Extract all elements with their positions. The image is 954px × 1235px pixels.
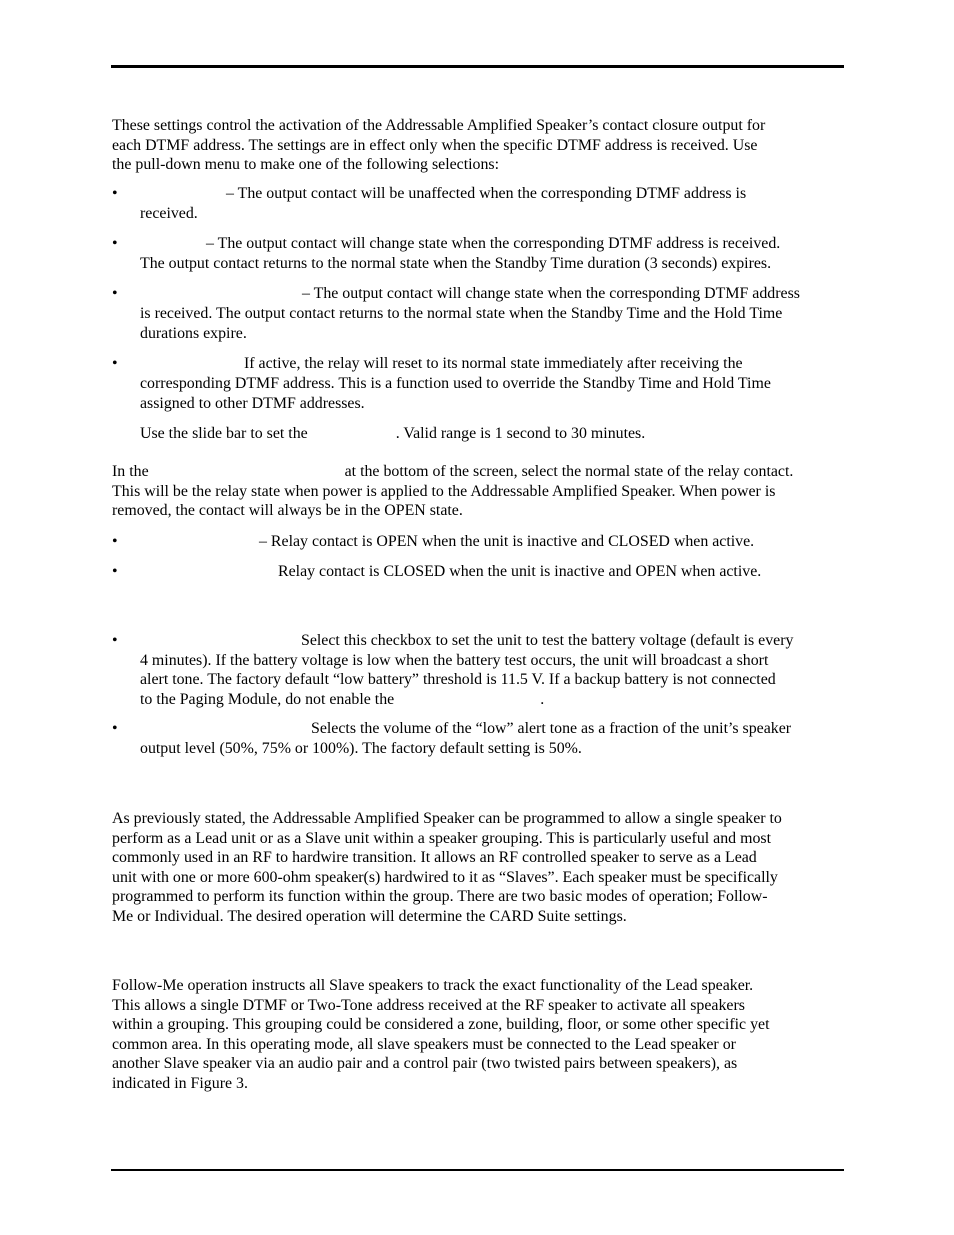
bullet-icon: •: [112, 720, 118, 737]
bullet-icon: •: [112, 355, 118, 372]
bullet-icon: •: [112, 533, 118, 550]
relay-normal-state-paragraph: In the at the bottom of the screen, select the normal state of the relay contact. This will be the relay state when power is applied to the Addressable Amplified Speaker. When power is removed, the contact will always be in the OPEN state.: [112, 463, 794, 520]
slide-bar-note: Use the slide bar to set the . Valid range is 1 second to 30 minutes.: [140, 425, 646, 442]
lead-slave-paragraph: As previously stated, the Addressable Amplified Speaker can be programmed to allow a single speaker to perform as a Lead unit or as a Slave unit within a speaker grouping. This is particularly useful and most commonly used in an RF to hardwire transition. It allows an RF controlled speaker to serve as a Lead unit with one or more 600-ohm speaker(s) hardwired to it as “Slaves”. Each speaker must be specifically programmed to perform its function within the group. There are two basic modes of operation; Follow- Me or Individual. The desired operation will determine the CARD Suite settings.: [112, 810, 782, 925]
bullet-icon: •: [112, 632, 118, 649]
follow-me-paragraph: Follow-Me operation instructs all Slave speakers to track the exact functionality of the Lead speaker. This allows a single DTMF or Two-Tone address received at the RF speaker to activate all speakers within a grouping. This grouping could be considered a zone, building, floor, or some other specific yet common area. In this operating mode, all slave speakers must be connected to the Lead speaker or another Slave speaker via an audio pair and a control pair (two twisted pairs between speakers), as indicated in Figure 3.: [112, 977, 770, 1092]
footer-rule: [111, 1169, 844, 1171]
bullet-icon: •: [112, 285, 118, 302]
bullet-icon: •: [112, 185, 118, 202]
bullet-icon: •: [112, 235, 118, 252]
header-rule: [111, 65, 844, 68]
bullet-icon: •: [112, 563, 118, 580]
intro-paragraph: These settings control the activation of the Addressable Amplified Speaker’s contact closure output for each DTMF address. The settings are in effect only when the specific DTMF address is received. Use the pull-down menu to make one of the following selections:: [112, 117, 766, 174]
